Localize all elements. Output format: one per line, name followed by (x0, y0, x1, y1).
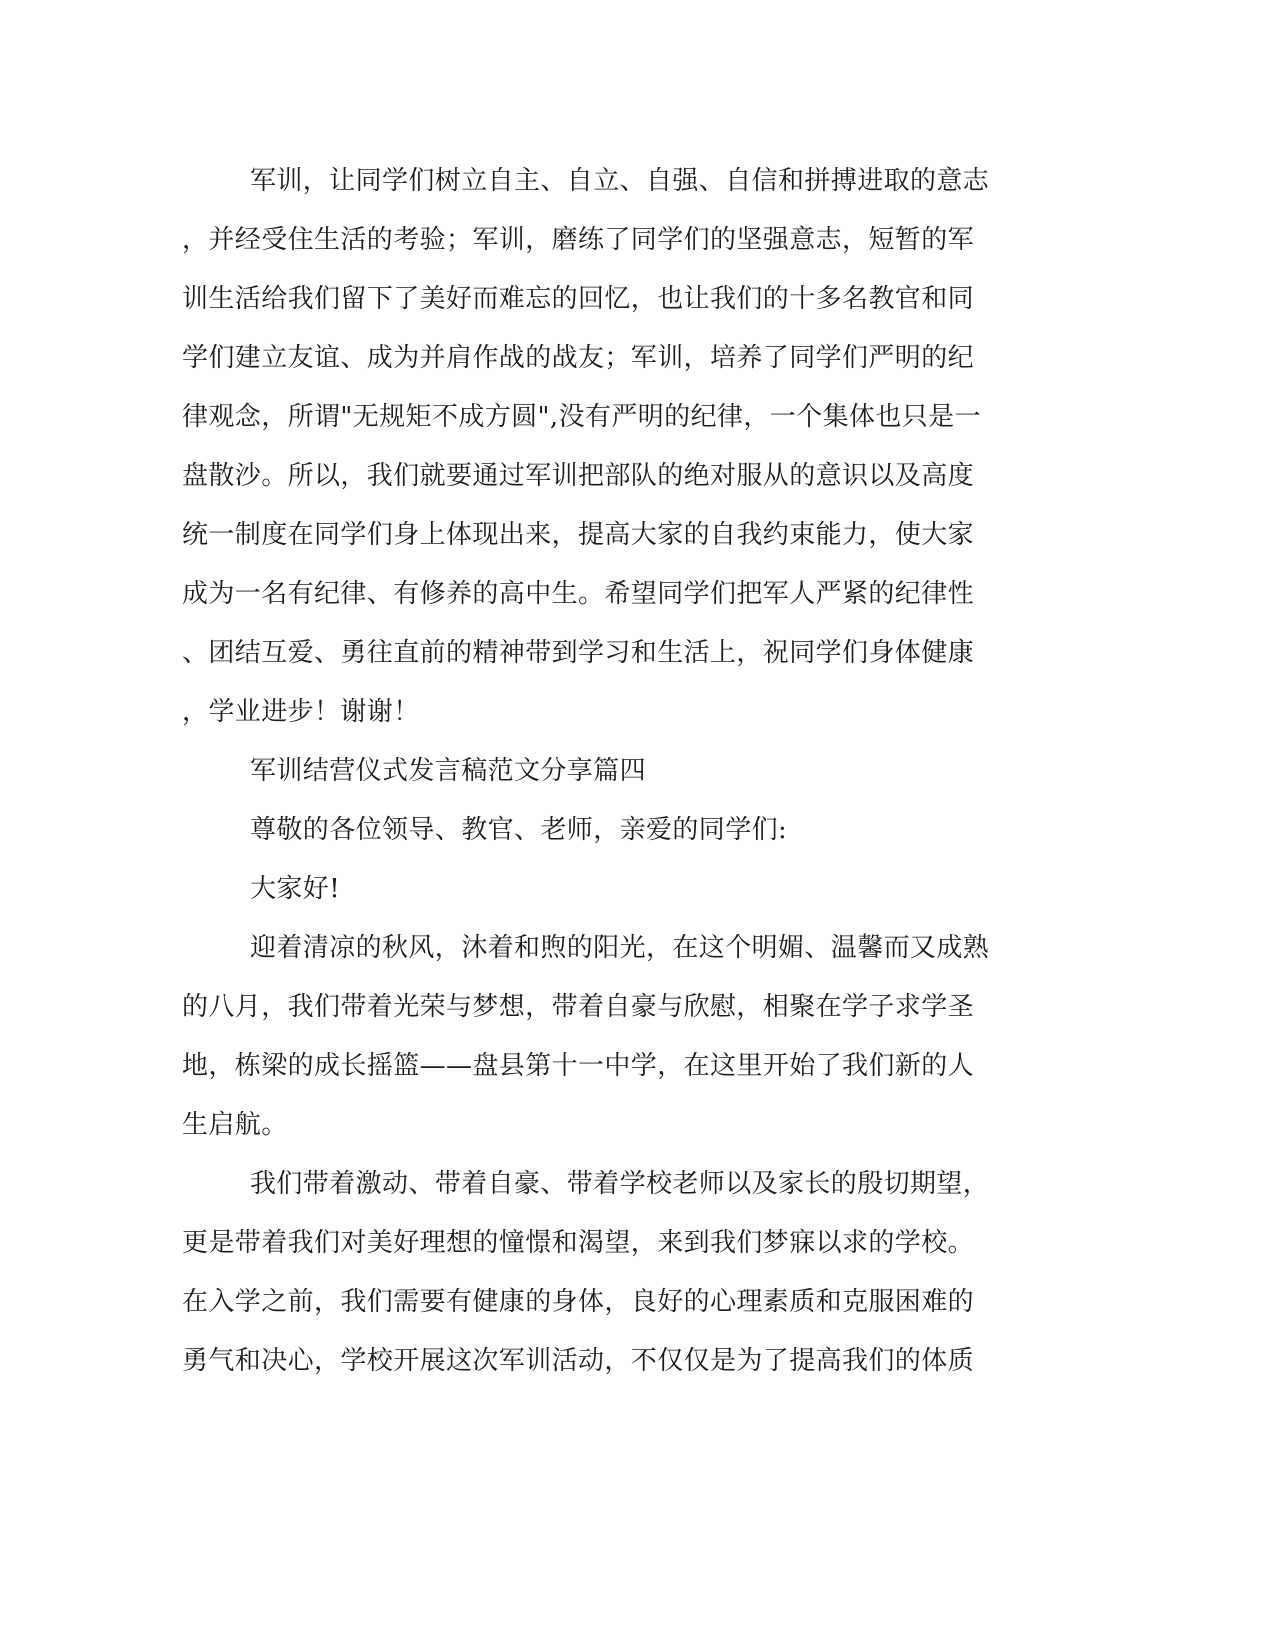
paragraph-line: 、团结互爱、勇往直前的精神带到学习和生活上，祝同学们身体健康 (182, 638, 975, 668)
paragraph-line: 律观念，所谓"无规矩不成方圆",没有严明的纪律，一个集体也只是一 (182, 402, 981, 432)
paragraph-line: 我们带着激动、带着自豪、带着学校老师以及家长的殷切期望， (250, 1169, 990, 1199)
paragraph-line: 勇气和决心，学校开展这次军训活动，不仅仅是为了提高我们的体质 (182, 1346, 975, 1376)
paragraph-line: 在入学之前，我们需要有健康的身体，良好的心理素质和克服困难的 (182, 1287, 975, 1317)
paragraph-line: 更是带着我们对美好理想的憧憬和渴望，来到我们梦寐以求的学校。 (182, 1228, 975, 1258)
paragraph-line: 训生活给我们留下了美好而难忘的回忆，也让我们的十多名教官和同 (182, 284, 975, 314)
paragraph-line: 地，栋梁的成长摇篮——盘县第十一中学，在这里开始了我们新的人 (182, 1051, 975, 1081)
paragraph-line: 军训，让同学们树立自主、自立、自强、自信和拼搏进取的意志 (250, 166, 990, 196)
greeting: 大家好! (250, 874, 341, 904)
paragraph-line: 的八月，我们带着光荣与梦想，带着自豪与欣慰，相聚在学子求学圣 (182, 992, 975, 1022)
section-heading: 军训结营仪式发言稿范文分享篇四 (250, 756, 647, 786)
salutation: 尊敬的各位领导、教官、老师，亲爱的同学们: (250, 815, 788, 845)
paragraph-line: 学们建立友谊、成为并肩作战的战友；军训，培养了同学们严明的纪 (182, 343, 975, 373)
paragraph-line: 盘散沙。所以，我们就要通过军训把部队的绝对服从的意识以及高度 (182, 461, 975, 491)
paragraph-line: ，并经受住生活的考验；军训，磨练了同学们的坚强意志，短暂的军 (182, 225, 975, 255)
paragraph-line: 生启航。 (182, 1110, 288, 1140)
paragraph-line: ，学业进步！谢谢！ (182, 697, 420, 727)
paragraph-line: 迎着清凉的秋风，沐着和煦的阳光，在这个明媚、温馨而又成熟 (250, 933, 990, 963)
paragraph-line: 统一制度在同学们身上体现出来，提高大家的自我约束能力，使大家 (182, 520, 975, 550)
paragraph-line: 成为一名有纪律、有修养的高中生。希望同学们把军人严紧的纪律性 (182, 579, 975, 609)
